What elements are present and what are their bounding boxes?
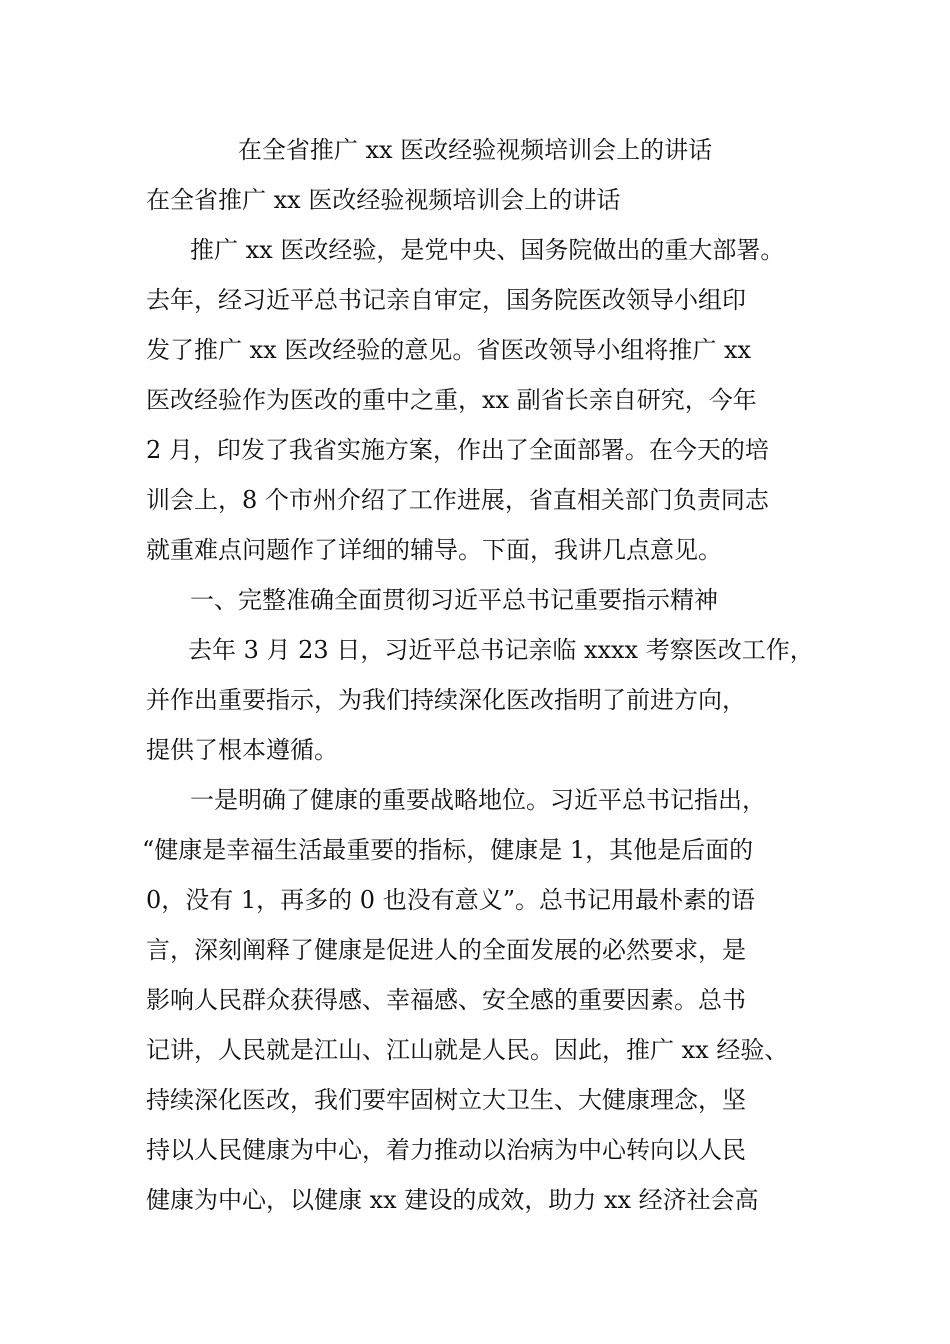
paragraph-line: 0，没有 1，再多的 0 也没有意义”。总书记用最朴素的语 bbox=[146, 886, 755, 914]
paragraph-line: 记讲，人民就是江山、江山就是人民。因此，推广 xx 经验、 bbox=[146, 1036, 789, 1064]
paragraph-line: 推广 xx 医改经验，是党中央、国务院做出的重大部署。 bbox=[190, 236, 785, 264]
paragraph-line: 2 月，印发了我省实施方案，作出了全面部署。在今天的培 bbox=[146, 436, 769, 464]
paragraph-line: 并作出重要指示，为我们持续深化医改指明了前进方向， bbox=[146, 686, 746, 714]
paragraph-line: 言，深刻阐释了健康是促进人的全面发展的必然要求，是 bbox=[146, 936, 746, 964]
paragraph-line: “健康是幸福生活最重要的指标，健康是 1，其他是后面的 bbox=[142, 836, 754, 864]
paragraph-line: 医改经验作为医改的重中之重，xx 副省长亲自研究，今年 bbox=[146, 386, 757, 414]
paragraph-line: 一是明确了健康的重要战略地位。习近平总书记指出， bbox=[190, 786, 766, 814]
paragraph-line: 发了推广 xx 医改经验的意见。省医改领导小组将推广 xx bbox=[146, 336, 752, 364]
section-heading: 一、完整准确全面贯彻习近平总书记重要指示精神 bbox=[190, 586, 718, 614]
paragraph-line: 训会上，8 个市州介绍了工作进展，省直相关部门负责同志 bbox=[146, 486, 769, 514]
paragraph-line: 影响人民群众获得感、幸福感、安全感的重要因素。总书 bbox=[146, 986, 746, 1014]
document-body bbox=[142, 180, 836, 1230]
paragraph-line: 持以人民健康为中心，着力推动以治病为中心转向以人民 bbox=[146, 1136, 746, 1164]
paragraph-line: 健康为中心，以健康 xx 建设的成效，助力 xx 经济社会高 bbox=[146, 1186, 759, 1214]
paragraph-line: 就重难点问题作了详细的辅导。下面，我讲几点意见。 bbox=[146, 536, 722, 564]
paragraph-line: 去年 3 月 23 日，习近平总书记亲临 xxxx 考察医改工作， bbox=[188, 636, 814, 664]
subtitle-line: 在全省推广 xx 医改经验视频培训会上的讲话 bbox=[146, 186, 621, 214]
paragraph-line: 去年，经习近平总书记亲自审定，国务院医改领导小组印 bbox=[146, 286, 746, 314]
document-title: 在全省推广 xx 医改经验视频培训会上的讲话 bbox=[237, 136, 713, 164]
paragraph-line: 提供了根本遵循。 bbox=[146, 736, 338, 764]
paragraph-line: 持续深化医改，我们要牢固树立大卫生、大健康理念，坚 bbox=[146, 1086, 746, 1114]
